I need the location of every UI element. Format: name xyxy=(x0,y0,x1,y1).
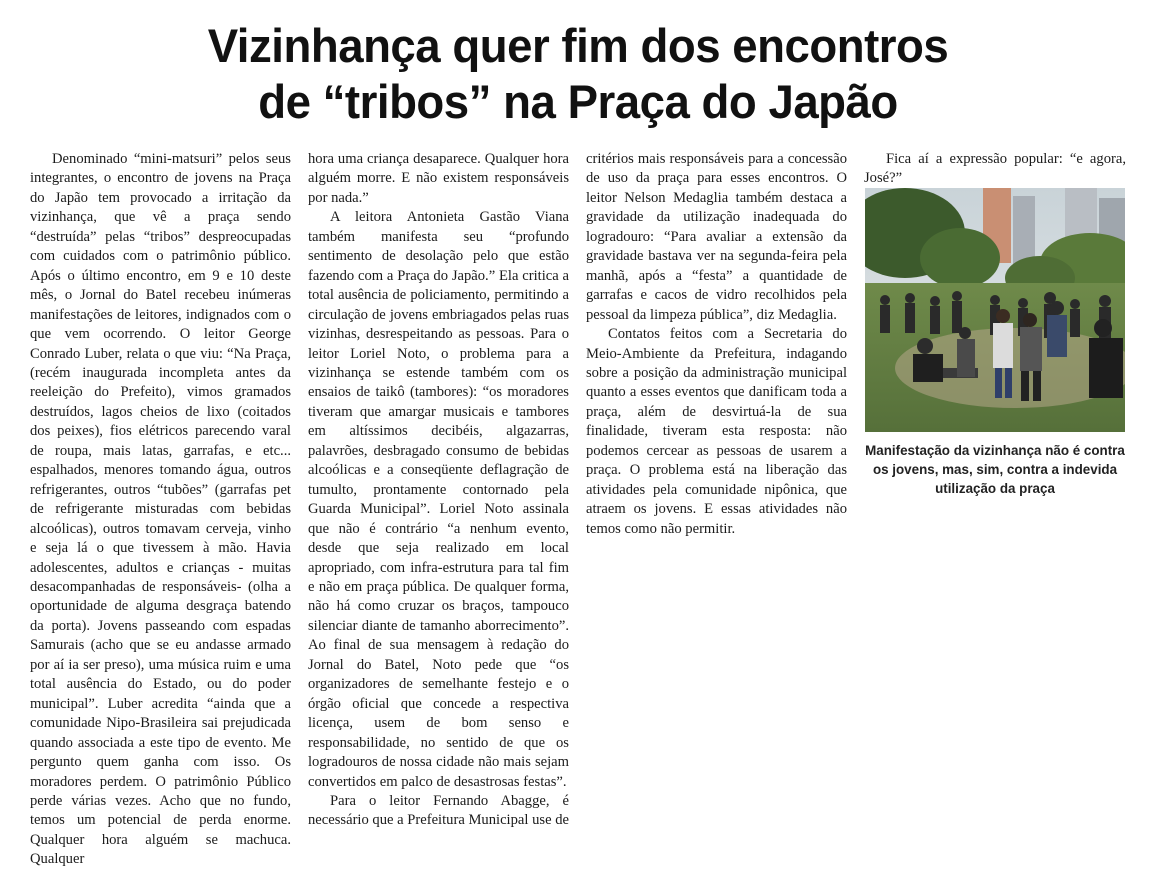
headline-line-1: Vizinhança quer fim dos encontros xyxy=(207,19,949,72)
paragraph: Denominado “mini-matsuri” pelos seus integrantes, o encontro de jovens na Praça do Japão tem provocado a irritação da vizinhança, que vê a praça sendo “destruída” pelas “tribos” despreocupadas com cuidados com o patrimônio público. Após o último encontro, em 9 e 10 deste mês, o Jornal do Batel recebeu inúmeras manifestações de leitores, indignados com o que vem ocorrendo. O leitor George Conrado Luber, relata o que viu: “Na Praça, (recém inaugurada incompleta antes da reeleição do Prefeito), vimos gramados destruídos, lagos cheios de lixo (coitados dos peixes), fios elétricos parecendo varal de roupa, mais latas, garrafas, e etc... espalhados, menores tomando água, outros refrigerantes, outros “tubões” (garrafas pet de refrigerante misturadas com bebidas alcoólicas), outros tomavam cerveja, vinho e seja lá o que tivessem à mão. Havia adolescentes, adultos e crianças - muitas desacompanhadas de responsáveis- (olha a oportunidade de alguma desgraça batendo da porta). Jovens passeando com espadas Samurais (acho que se eu andasse armado por aí ia ser preso), uma música ruim e uma total ausência do Estado, ou do poder municipal”. Luber acredita “ainda que a comunidade Nipo-Brasileira sai prejudicada quando associada a este tipo de evento. Me pergunto quem ganha com isso. Os moradores perdem. O patrimônio Público perde várias vezes. Acho que no fundo, temos um potencial de perda enorme. Qualquer hora alguém se machuca. Qualquer xyxy=(30,151,291,868)
paragraph: Para o leitor Fernando Abagge, é necessário que a Prefeitura Municipal use de xyxy=(308,792,569,829)
paragraph: critérios mais responsáveis para a concessão de uso da praça para esses encontros. O leitor Nelson Medaglia também destaca a gravidade da utilização inadequada do logradouro: “Para avaliar a extensão da gravidade bastava ver na segunda-feira pela manhã, após a “festa” a quantidade de garrafas e cacos de vidro recolhidos pela pessoal da limpeza pública”, diz Medaglia. xyxy=(586,151,847,323)
article-column-2 xyxy=(308,150,569,831)
paragraph: hora uma criança desaparece. Qualquer hora alguém morre. E não existem responsáveis por nada.” xyxy=(308,151,569,206)
article-column-3 xyxy=(586,150,847,539)
article-column-1 xyxy=(30,150,291,870)
paragraph: A leitora Antonieta Gastão Viana também manifesta seu “profundo sentimento de desolação pelo que estão fazendo com a Praça do Japão.” Ela critica a total ausência de policiamento, permitindo a circulação de jovens embriagados pelas ruas vizinhas, desrespeitando as pessoas. Para o leitor Loriel Noto, o problema para a vizinhança se estende também com os ensaios de taikô (tambores): “os moradores tiveram que amargar musicais e tambores em altíssimos decibéis, algazarras, palavrões, desbragado consumo de bebidas alcoólicas e a conseqüente deflagração de tumulto, prontamente contornado pela Guarda Municipal”. Loriel Noto assinala que não é contrário “a nenhum evento, desde que seja realizado em local apropriado, com infra-estrutura para tal fim e não em praça pública. De qualquer forma, não há como cruzar os braços, tampouco silenciar diante de tamanho aborrecimento”. Ao final de sua mensagem à redação do Jornal do Batel, Noto pede que “os organizadores de semelhante festejo e o órgão oficial que concede a respectiva licença, usem de bom senso e responsabilidade, no sentido de que os logradouros de nossa cidade não mais sejam convertidos em palco de desastrosas festas”. xyxy=(308,209,569,790)
article-photo xyxy=(865,188,1125,432)
article-column-4 xyxy=(864,150,1126,189)
park-crowd-photo xyxy=(865,188,1125,432)
headline xyxy=(17,18,1138,130)
photo-caption: Manifestação da vizinhança não é contra os jovens, mas, sim, contra a indevida utilização da praça xyxy=(865,443,1125,496)
paragraph: Contatos feitos com a Secretaria do Meio-Ambiente da Prefeitura, indagando sobre a posição da administração municipal quanto a esses eventos que danificam toda a praça, além de desvirtuá-la de sua finalidade, tiveram esta resposta: não podemos cercear as pessoas de usarem a praça. O problema está na liberação das atividades pela comunidade nipônica, que atraem os jovens. E essas atividades não temos como não permitir. xyxy=(586,326,847,537)
headline-line-2: de “tribos” na Praça do Japão xyxy=(258,75,898,128)
paragraph: Fica aí a expressão popular: “e agora, José?” xyxy=(864,151,1126,187)
